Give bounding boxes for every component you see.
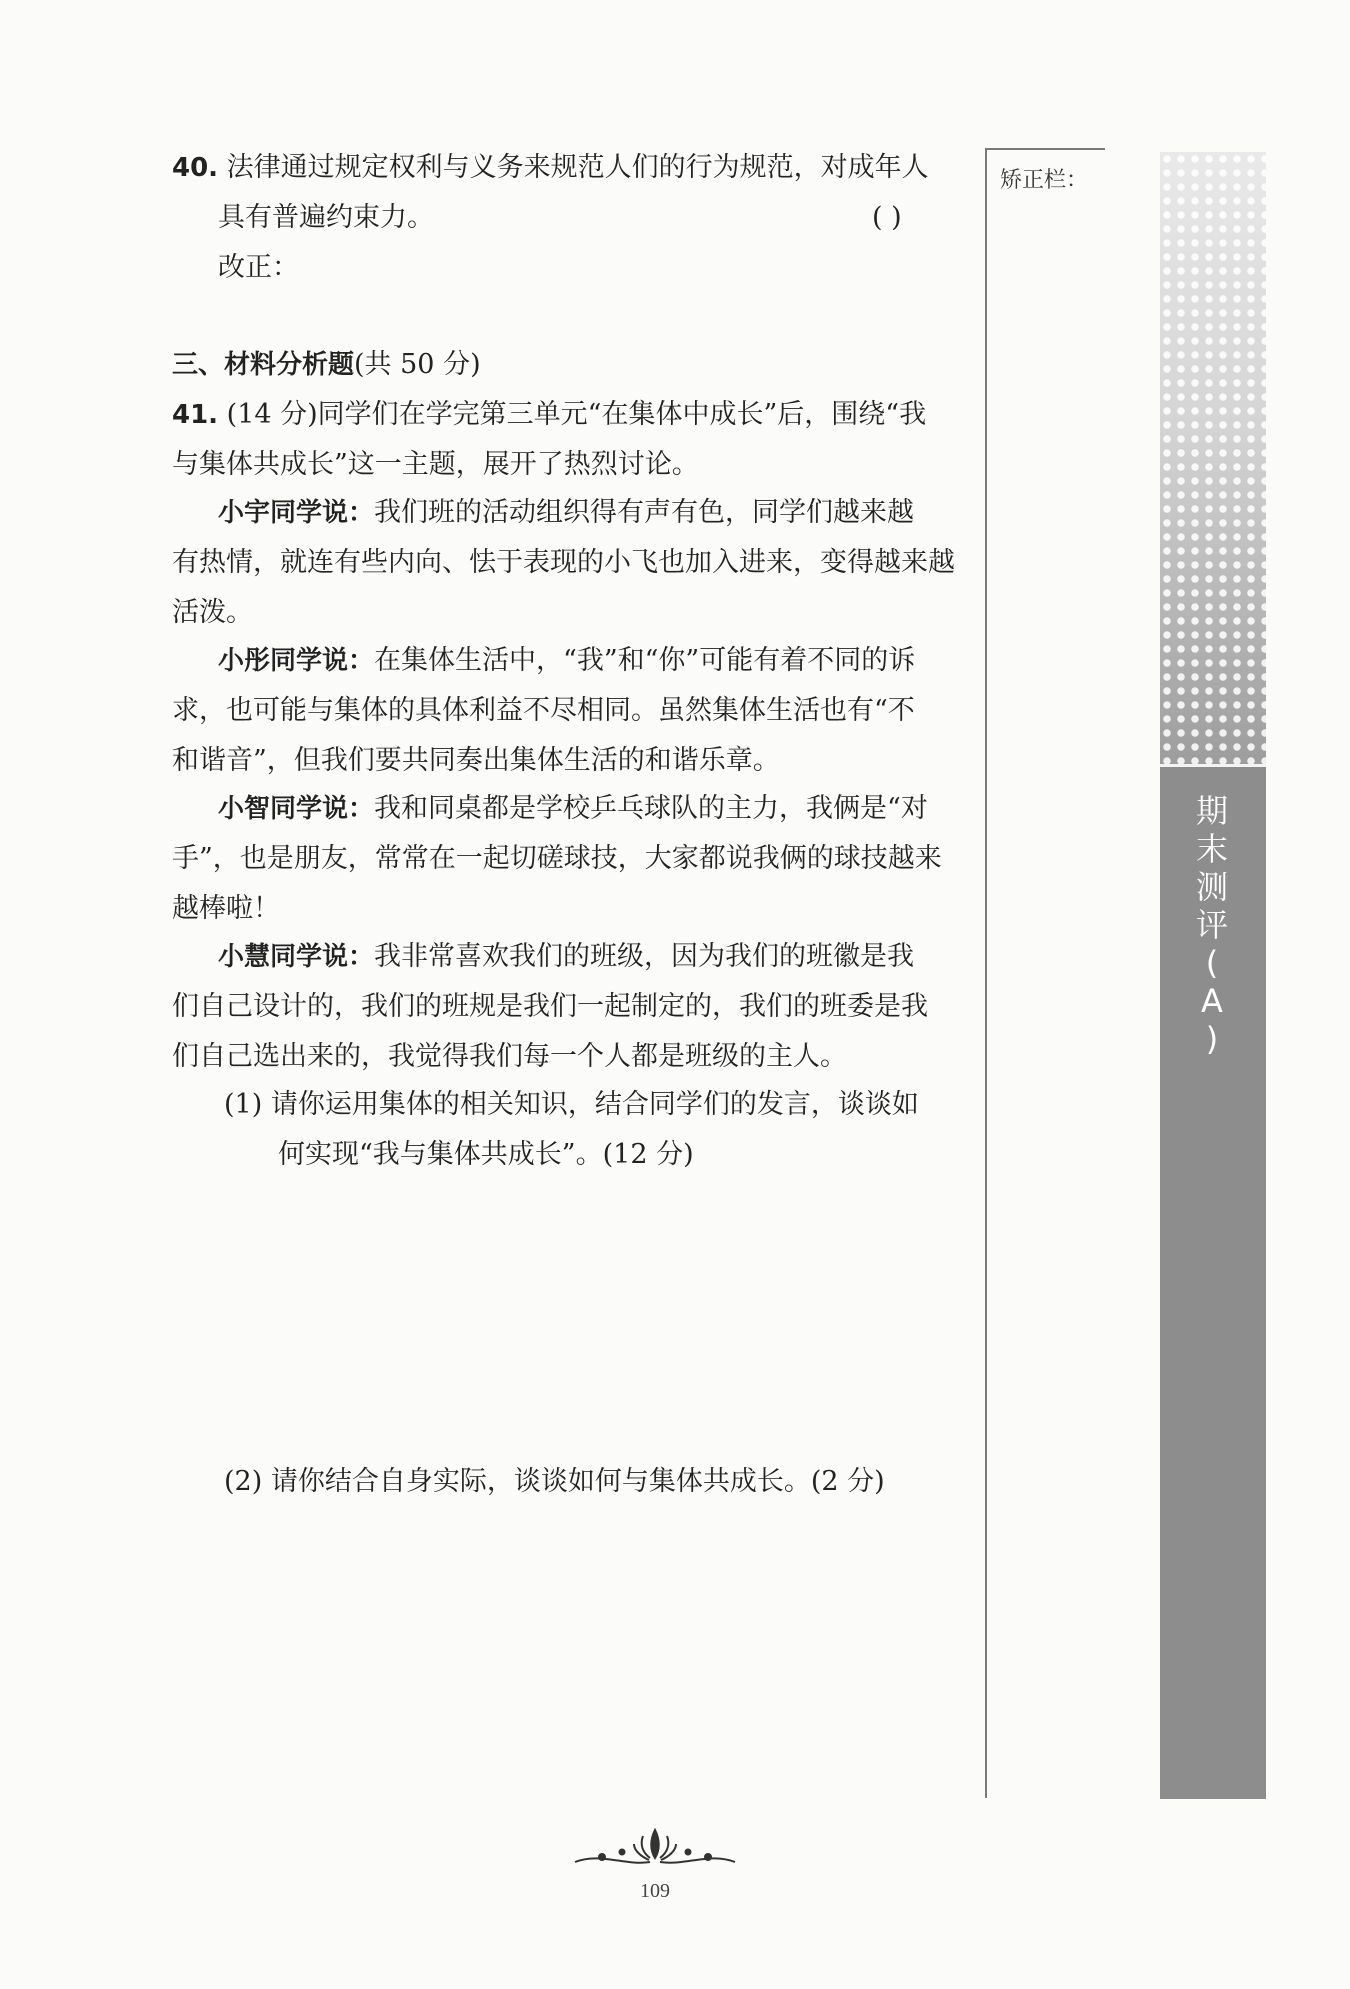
side-tab-char: 测 xyxy=(1195,868,1228,906)
speaker-text: 们自己选出来的，我觉得我们每一个人都是班级的主人。 xyxy=(172,1041,847,1072)
q41-intro-line1 xyxy=(172,395,926,435)
q40-text-line1: 法律通过规定权利与义务来规范人们的行为规范，对成年人 xyxy=(226,152,929,183)
speaker-text: 我和同桌都是学校乒乓球队的主力，我俩是“对 xyxy=(374,793,928,824)
q41-sub2: (2) 请你结合自身实际，谈谈如何与集体共成长。(2 分) xyxy=(224,1466,885,1497)
speaker-xiaozhi xyxy=(218,789,928,829)
speaker-text: 们自己设计的，我们的班规是我们一起制定的，我们的班委是我 xyxy=(172,991,928,1022)
speaker-text: 我非常喜欢我们的班级，因为我们的班徽是我 xyxy=(374,941,915,972)
section-heading xyxy=(172,345,481,385)
q40-text-line2: 具有普遍约束力。 xyxy=(218,202,434,233)
side-tab-label xyxy=(1190,792,1234,1058)
speaker-text: 和谐音”，但我们要共同奏出集体生活的和谐乐章。 xyxy=(172,745,780,776)
speaker-text: 活泼。 xyxy=(172,597,253,628)
side-tab-char: ) xyxy=(1205,1020,1219,1058)
band-separator xyxy=(1160,764,1266,767)
q40-answer-bracket: ( ) xyxy=(872,202,902,233)
section-title: 三、材料分析题 xyxy=(172,350,355,380)
speaker-name: 小彤同学说： xyxy=(218,646,375,676)
q40-line2 xyxy=(218,198,434,238)
dot-pattern-decoration xyxy=(1160,152,1266,764)
speaker-name: 小智同学说： xyxy=(218,794,375,824)
q41-intro-line2: 与集体共成长”这一主题，展开了热烈讨论。 xyxy=(172,449,699,480)
side-tab-char: A xyxy=(1201,982,1223,1020)
section-score: (共 50 分) xyxy=(354,349,481,380)
speaker-xiaotong xyxy=(218,641,915,681)
speaker-text: 有热情，就连有些内向、怯于表现的小飞也加入进来，变得越来越 xyxy=(172,547,955,578)
speaker-text: 我们班的活动组织得有声有色，同学们越来越 xyxy=(374,497,915,528)
speaker-name: 小慧同学说： xyxy=(218,942,375,972)
speaker-text: 手”，也是朋友，常常在一起切磋球技，大家都说我俩的球技越来 xyxy=(172,843,942,874)
q41-number: 41. xyxy=(172,400,219,430)
side-tab-char: 期 xyxy=(1195,792,1228,830)
side-tab-char: ( xyxy=(1205,944,1219,982)
q40-line1 xyxy=(172,148,929,188)
q41-intro-text1: (14 分)同学们在学完第三单元“在集体中成长”后，围绕“我 xyxy=(226,399,927,430)
correction-column-label: 矫正栏： xyxy=(1000,168,1089,193)
speaker-text: 求，也可能与集体的具体利益不尽相同。虽然集体生活也有“不 xyxy=(172,695,915,726)
correction-column-top-rule xyxy=(985,148,1105,150)
correction-column-divider xyxy=(985,148,987,1798)
side-tab-char: 评 xyxy=(1195,906,1228,944)
chapter-side-tab xyxy=(1160,152,1266,1799)
footer-ornament-icon xyxy=(570,1822,740,1874)
q41-sub1-line2: 何实现“我与集体共成长”。(12 分) xyxy=(278,1139,694,1170)
side-tab-char: 末 xyxy=(1195,830,1228,868)
speaker-xiaoyu xyxy=(218,493,914,533)
speaker-name: 小宇同学说： xyxy=(218,498,375,528)
speaker-xiaohui xyxy=(218,937,914,977)
q40-correction-label: 改正： xyxy=(218,252,299,283)
q41-sub1-line1: (1) 请你运用集体的相关知识，结合同学们的发言，谈谈如 xyxy=(224,1089,919,1120)
q40-number: 40. xyxy=(172,153,219,183)
speaker-text: 在集体生活中，“我”和“你”可能有着不同的诉 xyxy=(374,645,916,676)
speaker-text: 越棒啦！ xyxy=(172,893,280,924)
page-number: 109 xyxy=(640,1880,670,1902)
